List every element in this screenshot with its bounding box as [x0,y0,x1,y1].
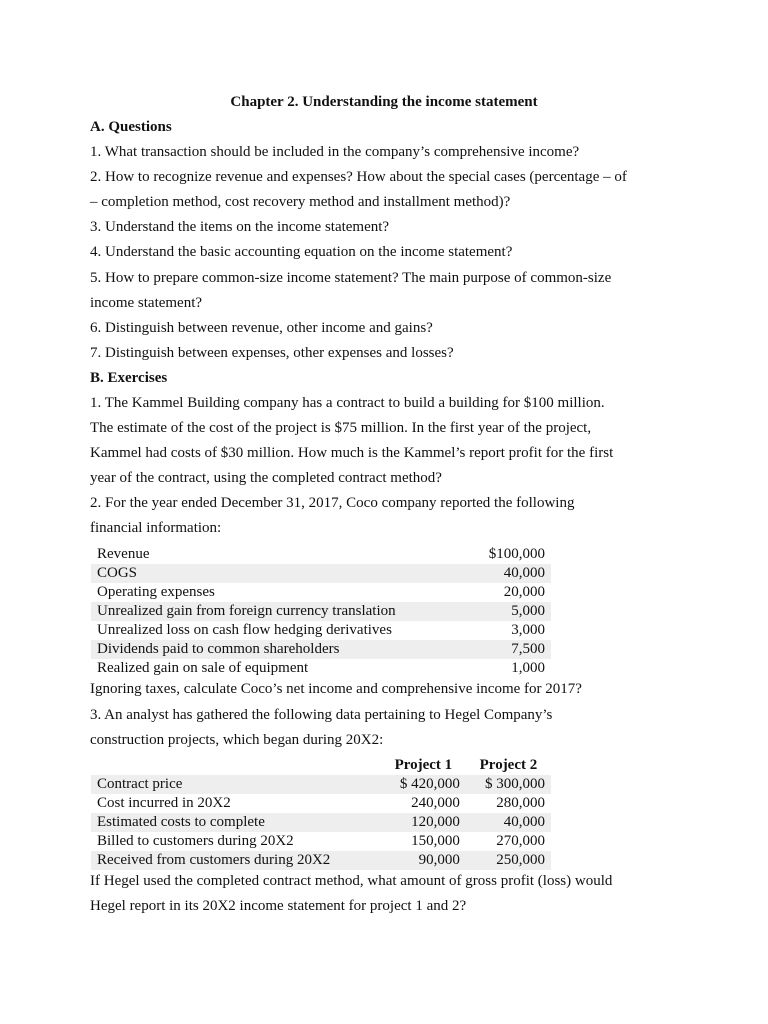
table-cell-value: $ 300,000 [466,775,551,794]
table-cell-label: Dividends paid to common shareholders [91,640,468,659]
exercise-line: 3. An analyst has gathered the following data pertaining to Hegel Company’s [90,707,553,723]
table-cell-value: 150,000 [411,833,460,849]
table-cell-label: Realized gain on sale of equipment [97,660,309,676]
question-line: 3. Understand the items on the income statement? [90,219,390,235]
table-cell-value: 3,000 [511,622,545,638]
question-line: 4. Understand the basic accounting equation on the income statement? [90,244,513,260]
question-line: 7. Distinguish between expenses, other expenses and losses? [90,345,454,361]
table-cell-value: 7,500 [468,640,551,659]
table-cell-label: Revenue [97,546,150,562]
table-cell-label: Received from customers during 20X2 [91,851,381,870]
table-row [91,851,551,870]
exercise-line: 1. The Kammel Building company has a contract to build a building for $100 million. [90,395,605,411]
exercise-line: year of the contract, using the completed contract method? [90,470,442,486]
table-cell-label: Operating expenses [97,584,215,600]
table-row [91,602,551,621]
exercise-line: 2. For the year ended December 31, 2017, Coco company reported the following [90,495,575,511]
exercise-line: Hegel report in its 20X2 income statement for project 1 and 2? [90,898,467,914]
question-line: – completion method, cost recovery method and installment method)? [90,194,511,210]
exercise-line: construction projects, which began during 20X2: [90,732,384,748]
table-cell-label: Cost incurred in 20X2 [97,795,231,811]
table-cell-value: 90,000 [381,851,466,870]
question-line: income statement? [90,295,203,311]
table-cell-label: Estimated costs to complete [91,813,381,832]
table-cell-label: COGS [91,564,468,583]
table-header-cell: Project 2 [479,757,538,773]
table-row [91,621,551,640]
table-row [91,775,551,794]
exercise-line: The estimate of the cost of the project is $75 million. In the first year of the project, [90,420,592,436]
table-row [91,545,551,564]
table-cell-label: Unrealized gain from foreign currency translation [91,602,468,621]
table-cell-value: 240,000 [411,795,460,811]
table-row [91,659,551,678]
table-cell-value: $ 420,000 [381,775,466,794]
table-cell-value: 20,000 [503,584,545,600]
section-b-heading: B. Exercises [90,370,168,386]
table-row [91,564,551,583]
page-title: Chapter 2. Understanding the income statement [230,94,538,110]
table-cell-value: 1,000 [511,660,545,676]
hegel-projects-table [91,756,551,870]
table-header-row [91,756,551,775]
table-cell-value: 250,000 [466,851,551,870]
question-line: 2. How to recognize revenue and expenses? How about the special cases (percentage – of [90,169,627,185]
table-cell-label: Billed to customers during 20X2 [97,833,294,849]
table-cell-value: 40,000 [466,813,551,832]
exercise-line: financial information: [90,520,222,536]
question-line: 1. What transaction should be included in the company’s comprehensive income? [90,144,580,160]
table-cell-value: 280,000 [496,795,545,811]
exercise-line: Ignoring taxes, calculate Coco’s net income and comprehensive income for 2017? [90,681,582,697]
table-row [91,583,551,602]
exercise-line: If Hegel used the completed contract method, what amount of gross profit (loss) would [90,873,613,889]
table-row [91,794,551,813]
table-cell-value: $100,000 [488,546,545,562]
table-cell-label: Contract price [91,775,381,794]
table-row [91,813,551,832]
table-header-cell [91,756,381,775]
table-header-cell: Project 1 [394,757,453,773]
table-cell-label: Unrealized loss on cash flow hedging derivatives [97,622,392,638]
table-row [91,832,551,851]
table-cell-value: 270,000 [496,833,545,849]
coco-financial-table [91,545,551,678]
question-line: 5. How to prepare common-size income statement? The main purpose of common-size [90,270,612,286]
table-cell-value: 40,000 [468,564,551,583]
section-a-heading: A. Questions [90,119,172,135]
question-line: 6. Distinguish between revenue, other income and gains? [90,320,433,336]
exercise-line: Kammel had costs of $30 million. How much is the Kammel’s report profit for the first [90,445,614,461]
table-row [91,640,551,659]
table-cell-value: 120,000 [381,813,466,832]
table-cell-value: 5,000 [468,602,551,621]
